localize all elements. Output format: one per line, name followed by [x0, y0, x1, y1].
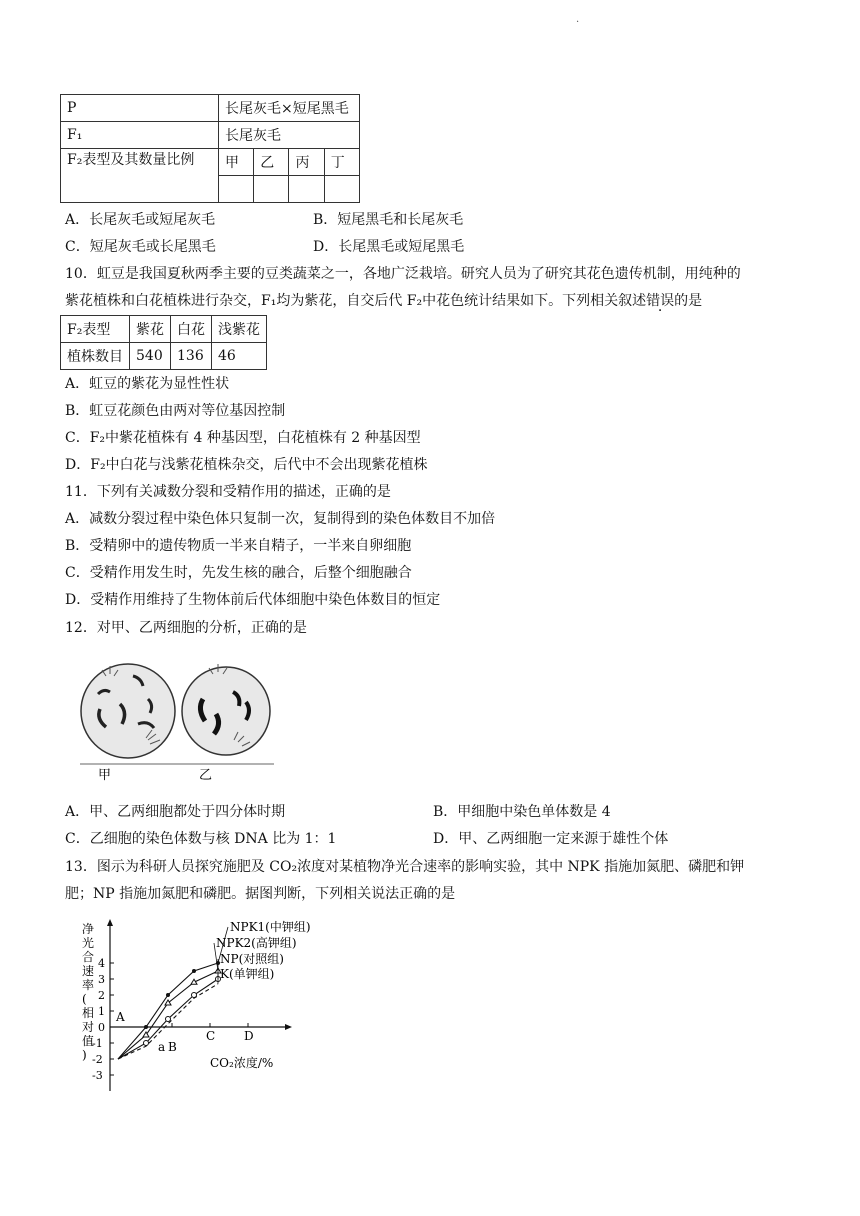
table-cell: P: [61, 95, 219, 122]
q10-option-a: A．虹豆的紫花为显性性状: [65, 376, 230, 392]
q10-stem-line2: [65, 291, 702, 311]
q10-option-d: D．F₂中白花与浅紫花植株杂交，后代中不会出现紫花植株: [65, 457, 428, 473]
y-tick-label: -1: [92, 1037, 103, 1050]
y-tick-label: -2: [92, 1053, 103, 1066]
q10-option-c: C．F₂中紫花植株有 4 种基因型，白花植株有 2 种基因型: [65, 430, 421, 446]
table-row: [61, 149, 360, 176]
q11-option-c: C．受精作用发生时，先发生核的融合，后整个细胞融合: [65, 565, 412, 581]
table-cell: [254, 176, 289, 203]
data-point: [144, 1041, 149, 1046]
q10-stem-end: 的是: [674, 293, 703, 309]
q13-stem-line1: 13．图示为科研人员探究施肥及 CO₂浓度对某植物净光合速率的影响实验，其中 NPK 指施加氮肥、磷肥和钾: [65, 859, 745, 875]
y-tick-label: -3: [92, 1069, 103, 1082]
data-point: [166, 993, 170, 997]
table-cell: 紫花: [130, 316, 171, 343]
q10-emphasis: 错误: [646, 293, 675, 309]
y-axis-label-char: 速: [82, 964, 95, 978]
table-row: [61, 316, 267, 343]
table-cell: F₁: [61, 122, 219, 149]
table-cell: F₂表型: [61, 316, 130, 343]
table-cell: 植株数目: [61, 343, 130, 370]
table-cell: 浅紫花: [212, 316, 267, 343]
y-axis-label-char: ): [82, 1048, 87, 1062]
q9-option-a: A．长尾灰毛或短尾灰毛: [65, 212, 216, 228]
table-cell: 乙: [254, 149, 289, 176]
q13-stem-line2: 肥；NP 指施加氮肥和磷肥。据图判断，下列相关说法正确的是: [65, 886, 456, 902]
q9-option-c: C．短尾灰毛或长尾黑毛: [65, 239, 216, 255]
y-tick-label: 2: [98, 989, 105, 1002]
q12-option-c: C．乙细胞的染色体数与核 DNA 比为 1：1: [65, 831, 337, 847]
table-row: [61, 122, 360, 149]
q11-option-b: B．受精卵中的遗传物质一半来自精子，一半来自卵细胞: [65, 538, 412, 554]
y-axis-label-char: (: [82, 992, 87, 1006]
q9-option-b: B．短尾黑毛和长尾灰毛: [313, 212, 464, 228]
table-cell: 长尾灰毛: [219, 122, 360, 149]
data-point: [144, 1025, 148, 1029]
q12-option-d: D．甲、乙两细胞一定来源于雄性个体: [433, 831, 669, 847]
x-tick-label: D: [244, 1029, 254, 1043]
q11-option-d: D．受精作用维持了生物体前后代体细胞中染色体数目的恒定: [65, 592, 441, 608]
y-tick-label: 0: [98, 1021, 105, 1034]
q10-stem-text: 紫花植株和白花植株进行杂交，F₁均为紫花，自交后代 F₂中花色统计结果如下。下列相关叙述: [65, 293, 647, 309]
y-axis-label-char: 值: [82, 1034, 95, 1048]
y-tick-label: 3: [98, 973, 105, 986]
series-label: NPK1(中钾组): [230, 920, 311, 934]
series-label: K(单钾组): [220, 967, 275, 981]
y-axis-arrow: [107, 919, 113, 926]
y-axis-label-char: 光: [82, 936, 95, 950]
q9-table: [60, 94, 360, 203]
page-mark: .: [576, 14, 580, 25]
table-cell: [324, 176, 359, 203]
q12-option-b: B．甲细胞中染色单体数是 4: [433, 804, 611, 820]
x-tick-label: B: [168, 1040, 177, 1054]
q12-stem: 12．对甲、乙两细胞的分析，正确的是: [65, 620, 307, 636]
q11-option-a: A．减数分裂过程中染色体只复制一次，复制得到的染色体数目不加倍: [65, 511, 496, 527]
table-row: [61, 95, 360, 122]
data-point: [192, 969, 196, 973]
table-cell: 白花: [171, 316, 212, 343]
table-cell: [289, 176, 324, 203]
series-label: NP(对照组): [220, 952, 284, 966]
q10-stem-line1: 10．虹豆是我国夏秋两季主要的豆类蔬菜之一，各地广泛栽培。研究人员为了研究其花色遗传机制，用纯种的: [65, 266, 741, 282]
table-cell: 长尾灰毛×短尾黑毛: [219, 95, 360, 122]
net-photosynthesis-chart: [76, 915, 312, 1097]
q9-option-d: D．长尾黑毛或短尾黑毛: [313, 239, 465, 255]
point-label-a-lower: a: [158, 1040, 166, 1054]
x-tick-label: C: [206, 1029, 216, 1043]
cell-yi: [182, 664, 270, 755]
q11-stem: 11．下列有关减数分裂和受精作用的描述，正确的是: [65, 484, 391, 500]
q12-option-a: A．甲、乙两细胞都处于四分体时期: [65, 804, 286, 820]
cell-jia: [81, 664, 175, 758]
data-point: [166, 1017, 171, 1022]
y-axis-label-char: 相: [82, 1006, 95, 1020]
table-cell: 136: [171, 343, 212, 370]
table-cell: 540: [130, 343, 171, 370]
cell-label-jia: 甲: [98, 768, 112, 782]
cell-label-yi: 乙: [199, 768, 213, 782]
table-cell: 丙: [289, 149, 324, 176]
series-label: NPK2(高钾组): [216, 936, 297, 950]
point-label-a-upper: A: [116, 1010, 125, 1024]
y-tick-label: 1: [98, 1005, 105, 1018]
x-axis-arrow: [285, 1024, 292, 1030]
y-axis-label-char: 对: [82, 1020, 95, 1034]
q10-table: [60, 315, 267, 370]
cell-division-figure: [78, 654, 278, 782]
y-tick-label: 4: [98, 957, 105, 970]
y-axis-label-char: 净: [82, 922, 95, 936]
table-cell: 甲: [219, 149, 254, 176]
y-axis-label-char: 率: [82, 978, 95, 992]
x-axis-label: CO₂浓度/%: [210, 1056, 274, 1070]
table-row: [61, 343, 267, 370]
q10-option-b: B．虹豆花颜色由两对等位基因控制: [65, 403, 286, 419]
table-cell: F₂表型及其数量比例: [61, 149, 219, 203]
y-axis-label-char: 合: [82, 950, 95, 964]
table-cell: [219, 176, 254, 203]
table-cell: 丁: [324, 149, 359, 176]
table-cell: 46: [212, 343, 267, 370]
